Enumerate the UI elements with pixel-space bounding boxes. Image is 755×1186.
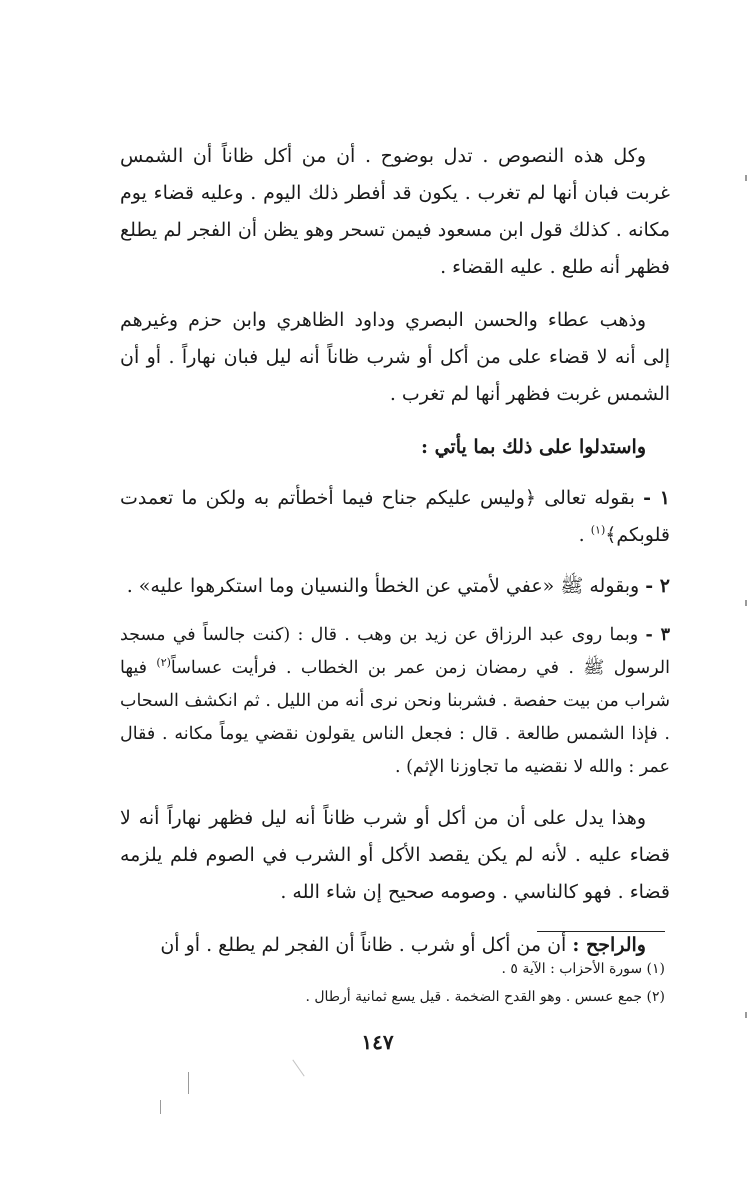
evidence-text-end: فيها شراب من بيت حفصة . فشربنا ونحن نرى أنه من الليل . ثم انكشف السحاب . فإذا الشمس طالعة . قال : فجعل الناس يقولون نقضي يوماً مكانه . فقال عمر : والله لا نقضيه ما تجاوزنا الإثم) . [120,658,670,777]
footnote-ref: (٢) [156,656,171,670]
paragraph-opposing-view: وذهب عطاء والحسن البصري وداود الظاهري وابن حزم وغيرهم إلى أنه لا قضاء على من أكل أو شرب ظاناً أنه ليل فبان نهاراً . أو أن الشمس غربت فظهر أنها لم تغرب . [120,309,670,405]
evidence-text: وبما روى عبد الرزاق عن زيد بن وهب . قال : (كنت جالساً في مسجد الرسول ﷺ . في رمضان زمن عمر بن الخطاب . فرأيت عساساً [120,625,670,678]
evidence-text-end: . [578,524,591,546]
scan-mark [160,1100,161,1114]
scan-mark [292,1060,304,1077]
preponderant-label: والراجح : [572,934,646,956]
preponderant-text: أن من أكل أو شرب . ظاناً أن الفجر لم يطلع . أو أن [160,934,573,956]
evidence-number: ٣ - [645,625,670,645]
footnote-ref: (١) [590,523,606,537]
page-number: ١٤٧ [361,1030,394,1054]
scan-mark [745,175,747,181]
main-text [120,138,670,964]
evidence-item-1 [120,480,670,554]
evidence-text: وبقوله ﷺ «عفي لأمتي عن الخطأ والنسيان وما استكرهوا عليه» . [126,575,640,597]
paragraph-evidence-summary: وكل هذه النصوص . تدل بوضوح . أن من أكل ظاناً أن الشمس غربت فبان أنها لم تغرب . يكون قد أفطر ذلك اليوم . وعليه قضاء يوم مكانه . كذلك قول ابن مسعود فيمن تسحر وهو يظن أن الفجر لم يطلع فظهر أنه طلع . عليه القضاء . [120,145,670,278]
evidence-item-3 [120,619,670,784]
scan-mark [188,1072,189,1094]
footnote-1: (١) سورة الأحزاب : الآية ٥ . [501,961,665,977]
footnotes [230,955,665,1011]
evidence-number: ٢ - [645,575,670,597]
scan-mark [745,1012,747,1018]
evidence-text: بقوله تعالى ﴿وليس عليكم جناح فيما أخطأتم به ولكن ما تعمدت قلوبكم﴾ [120,487,670,546]
evidence-item-2 [120,568,670,605]
evidence-number: ١ - [643,487,670,509]
paragraph-conclusion: وهذا يدل على أن من أكل أو شرب ظاناً أنه ليل فظهر نهاراً أنه لا قضاء عليه . لأنه لم يكن يقصد الأكل أو الشرب في الصوم فلم يلزمه قضاء . فهو كالناسي . وصومه صحيح إن شاء الله . [120,807,670,903]
footnote-divider [537,931,665,932]
paragraph-evidence-intro: واستدلوا على ذلك بما يأتي : [420,436,646,458]
scan-mark [745,600,747,606]
footnote-2: (٢) جمع عسس . وهو القدح الضخمة . قيل يسع ثمانية أرطال . [305,989,665,1005]
